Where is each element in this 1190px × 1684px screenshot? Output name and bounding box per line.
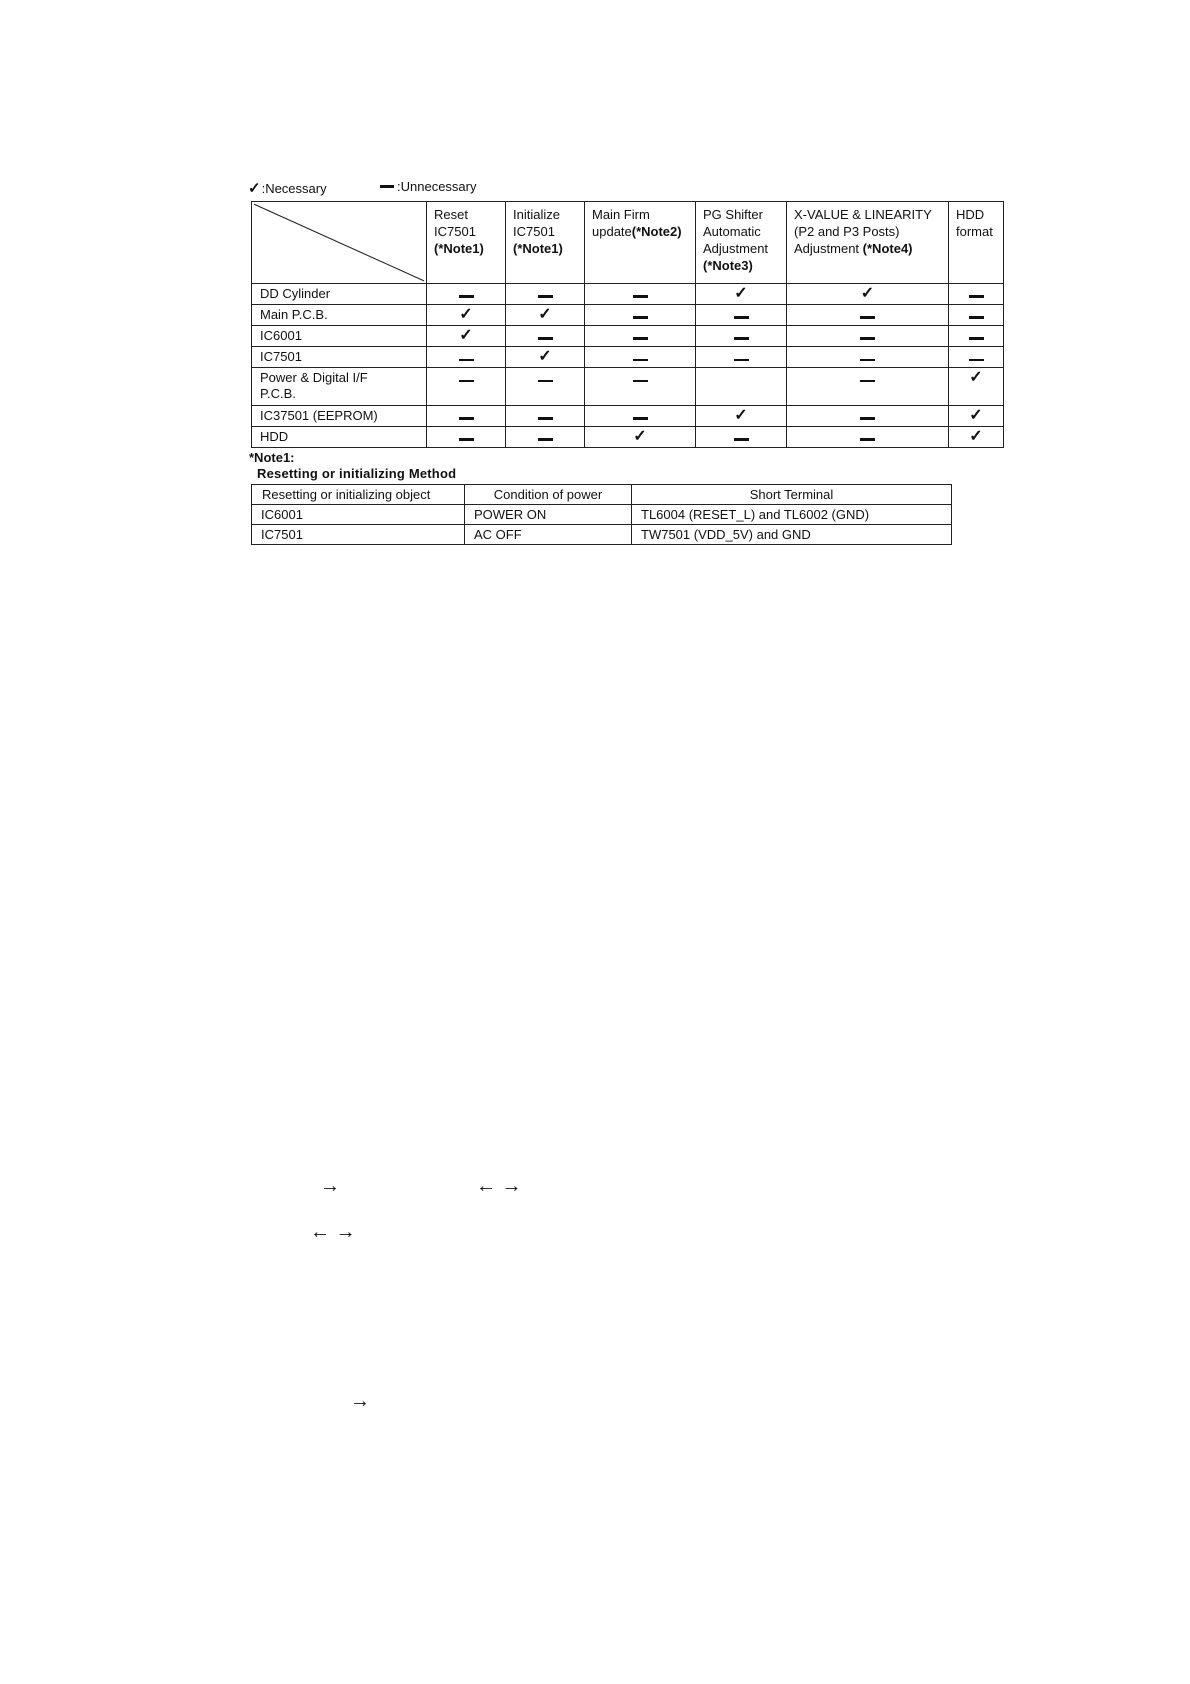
column-header-line: Automatic [703, 224, 761, 239]
check-icon: ✓ [969, 369, 983, 386]
dash-icon [459, 417, 474, 420]
mark-cell [696, 427, 787, 448]
mark-cell [696, 368, 787, 406]
mark-cell [427, 347, 506, 368]
replacement-adjustment-table [251, 201, 1004, 448]
legend-unnecessary-label: :Unnecessary [397, 179, 477, 194]
check-icon: ✓ [860, 285, 875, 302]
reset-method-table [251, 484, 952, 545]
method-terminal: TL6004 (RESET_L) and TL6002 (GND) [632, 505, 952, 525]
dash-icon [633, 417, 648, 420]
column-header-note: (*Note4) [862, 241, 913, 256]
dash-icon [633, 380, 648, 382]
column-header-line: PG Shifter [703, 207, 763, 222]
method-header-row [252, 485, 952, 505]
mark-cell [585, 406, 696, 427]
column-header-note: (*Note1) [434, 241, 484, 256]
dash-icon [860, 337, 875, 340]
mark-cell [506, 305, 585, 326]
table-row [252, 406, 1004, 427]
mark-cell [427, 326, 506, 347]
legend-necessary [248, 179, 327, 197]
mark-cell [427, 368, 506, 406]
row-label [252, 326, 427, 347]
row-label-line: IC7501 [260, 349, 302, 364]
column-header [696, 202, 787, 284]
row-label-line: IC6001 [260, 328, 302, 343]
dash-icon [734, 438, 749, 441]
mark-cell [506, 427, 585, 448]
column-header-line: HDD [956, 207, 985, 222]
diagonal-line [252, 202, 426, 283]
dash-icon [633, 337, 648, 340]
mark-cell [506, 347, 585, 368]
dash-icon [969, 337, 984, 340]
column-header [427, 202, 506, 284]
check-icon: ✓ [734, 285, 748, 302]
dash-icon [538, 417, 553, 420]
table-row [252, 326, 1004, 347]
dash-icon [538, 337, 553, 340]
column-header-line: IC7501 [513, 224, 555, 239]
mark-cell [585, 427, 696, 448]
mark-cell [585, 284, 696, 305]
table-row [252, 427, 1004, 448]
check-icon: ✓ [248, 180, 261, 197]
check-icon: ✓ [538, 348, 552, 365]
table-header-row [252, 202, 1004, 284]
table-row [252, 347, 1004, 368]
column-header-line: (P2 and P3 Posts) [794, 224, 900, 239]
left-right-arrow-icon: ← → [476, 1175, 522, 1197]
check-icon: ✓ [459, 306, 473, 323]
check-icon: ✓ [459, 327, 473, 344]
column-header-line [592, 223, 689, 240]
mark-cell [949, 427, 1004, 448]
dash-icon [734, 337, 749, 340]
mark-cell [696, 347, 787, 368]
row-label [252, 427, 427, 448]
mark-cell [787, 368, 949, 406]
mark-cell [506, 406, 585, 427]
mark-cell [585, 368, 696, 406]
dash-icon [969, 316, 984, 319]
right-arrow-icon: → [350, 1390, 370, 1412]
left-right-arrow-icon: ← → [310, 1221, 356, 1243]
dash-icon [633, 359, 648, 361]
column-header-line: Reset [434, 207, 468, 222]
column-header-note: (*Note3) [703, 258, 753, 273]
mark-cell [427, 406, 506, 427]
mark-cell [585, 347, 696, 368]
mark-cell [585, 326, 696, 347]
dash-icon [380, 185, 394, 188]
mark-cell [427, 284, 506, 305]
row-label-line: Main P.C.B. [260, 307, 328, 322]
mark-cell [787, 347, 949, 368]
legend-necessary-label: :Necessary [261, 180, 327, 196]
row-label [252, 347, 427, 368]
row-label-line: IC37501 (EEPROM) [260, 408, 378, 423]
dash-icon [860, 380, 875, 382]
column-header-line: Main Firm [592, 207, 650, 222]
method-condition: POWER ON [465, 505, 632, 525]
table-row [252, 368, 1004, 406]
dash-icon [633, 316, 648, 319]
mark-cell [696, 406, 787, 427]
dash-icon [538, 380, 553, 382]
mark-cell [787, 427, 949, 448]
column-header-note: (*Note2) [631, 224, 682, 239]
check-icon: ✓ [734, 407, 748, 424]
method-header-terminal: Short Terminal [632, 485, 952, 505]
mark-cell [787, 406, 949, 427]
mark-cell [506, 326, 585, 347]
column-header-line: IC7501 [434, 224, 476, 239]
row-label-line: DD Cylinder [260, 286, 331, 301]
method-terminal: TW7501 (VDD_5V) and GND [632, 525, 952, 545]
dash-icon [734, 359, 749, 361]
row-label [252, 406, 427, 427]
column-header [506, 202, 585, 284]
mark-cell [427, 427, 506, 448]
right-arrow-icon: → [320, 1175, 340, 1197]
check-icon: ✓ [633, 428, 647, 445]
dash-icon [538, 295, 553, 298]
row-label [252, 284, 427, 305]
note1-title: *Note1: [249, 450, 295, 465]
column-header-line: X-VALUE & LINEARITY [794, 207, 932, 222]
mark-cell [787, 305, 949, 326]
dash-icon [969, 295, 984, 298]
dash-icon [459, 380, 474, 382]
dash-icon [538, 438, 553, 441]
legend-unnecessary [380, 179, 476, 194]
mark-cell [506, 368, 585, 406]
mark-cell [949, 347, 1004, 368]
mark-cell [949, 406, 1004, 427]
check-icon: ✓ [538, 306, 552, 323]
mark-cell [427, 305, 506, 326]
dash-icon [860, 417, 875, 420]
row-label-line: Power & Digital I/F [260, 370, 368, 385]
corner-cell [252, 202, 427, 284]
dash-icon [860, 438, 875, 441]
table-row [252, 525, 952, 545]
column-header [787, 202, 949, 284]
method-header-object: Resetting or initializing object [252, 485, 465, 505]
row-label-line: P.C.B. [260, 386, 296, 401]
mark-cell [787, 326, 949, 347]
note1-subtitle: Resetting or initializing Method [257, 466, 457, 481]
row-label-line: HDD [260, 429, 289, 444]
mark-cell [696, 326, 787, 347]
mark-cell [506, 284, 585, 305]
mark-cell [585, 305, 696, 326]
mark-cell [696, 284, 787, 305]
column-header [585, 202, 696, 284]
column-header-note: (*Note1) [513, 241, 563, 256]
dash-icon [459, 295, 474, 298]
column-header-line: Adjustment [703, 241, 769, 256]
dash-icon [633, 295, 648, 298]
column-header-text: update [592, 224, 632, 239]
column-header-line: Initialize [513, 207, 560, 222]
table-row [252, 284, 1004, 305]
row-label [252, 368, 427, 406]
column-header-line [794, 240, 942, 257]
check-icon: ✓ [969, 407, 983, 424]
mark-cell [949, 368, 1004, 406]
column-header [949, 202, 1004, 284]
table-row [252, 505, 952, 525]
table-row [252, 305, 1004, 326]
dash-icon [459, 438, 474, 441]
dash-icon [860, 359, 875, 361]
mark-cell [787, 284, 949, 305]
method-object: IC6001 [252, 505, 465, 525]
dash-icon [459, 359, 474, 361]
mark-cell [696, 305, 787, 326]
dash-icon [860, 316, 875, 319]
column-header-text: Adjustment [794, 241, 860, 256]
mark-cell [949, 326, 1004, 347]
check-icon: ✓ [969, 428, 983, 445]
method-object: IC7501 [252, 525, 465, 545]
mark-cell [949, 284, 1004, 305]
column-header-line: format [956, 224, 993, 239]
dash-icon [969, 359, 984, 361]
dash-icon [734, 316, 749, 319]
mark-cell [949, 305, 1004, 326]
method-header-condition: Condition of power [465, 485, 632, 505]
row-label [252, 305, 427, 326]
method-condition: AC OFF [465, 525, 632, 545]
